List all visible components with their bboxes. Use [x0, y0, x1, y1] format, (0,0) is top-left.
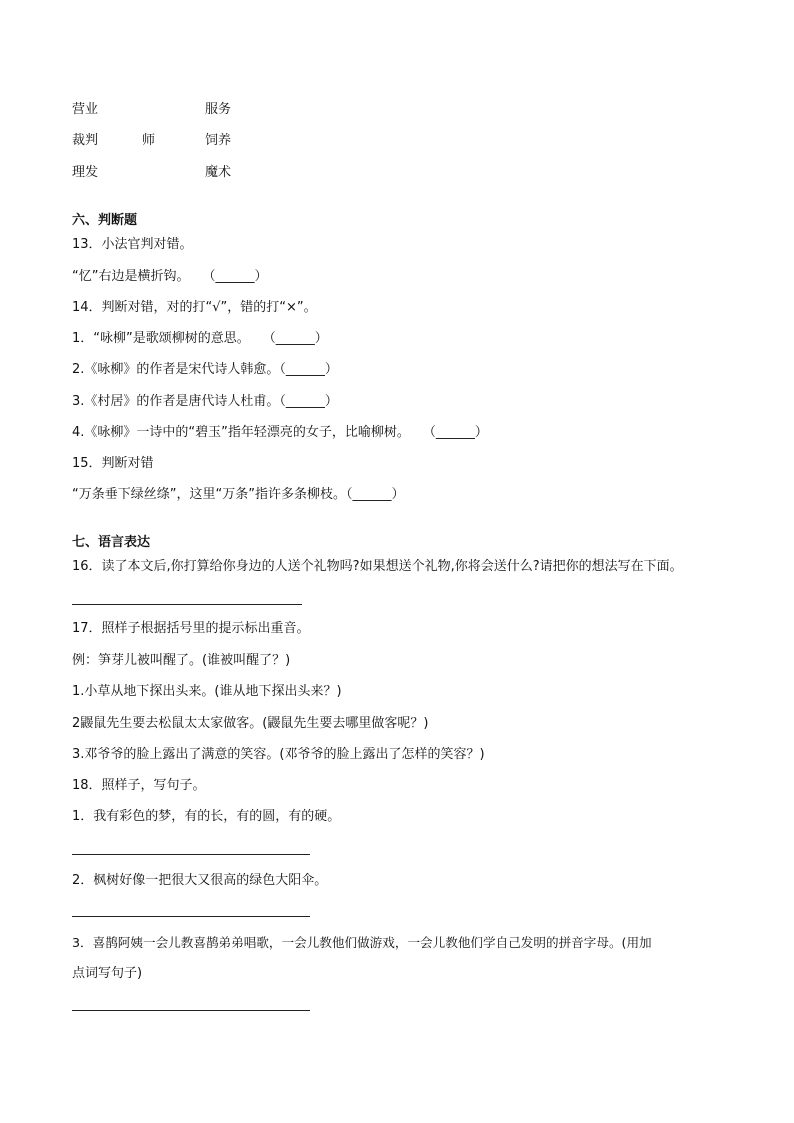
q18-item-3: 3．喜鹊阿姨一会儿教喜鹊弟弟唱歌，一会儿教他们做游戏，一会儿教他们学自己发明的拼音字母。(用加 — [72, 935, 652, 950]
q13-prompt: 13．小法官判对错。 — [72, 237, 193, 252]
q14-item-4: 4.《咏柳》一诗中的“碧玉”指年轻漂亮的女子，比喻柳树。 （______） — [72, 425, 488, 440]
section-6-heading: 六、判断题 — [72, 213, 138, 228]
section-7-heading: 七、语言表达 — [72, 535, 151, 550]
q17-item-3: 3.邓爷爷的脸上露出了满意的笑容。(邓爷爷的脸上露出了怎样的笑容？) — [72, 747, 485, 762]
q15-item: “万条垂下绿丝绦”，这里“万条”指许多条柳枝。（______） — [72, 487, 405, 502]
q14-item-3: 3.《村居》的作者是唐代诗人杜甫。（______） — [72, 394, 338, 409]
match-left-2: 裁判 — [72, 133, 99, 148]
q16-answer-line[interactable] — [72, 604, 302, 605]
q14-item-1: 1．“咏柳”是歌颂柳树的意思。 （______） — [72, 331, 328, 346]
q17-item-1: 1.小草从地下探出头来。(谁从地下探出头来？) — [72, 684, 342, 699]
match-left-1: 营业 — [72, 102, 99, 117]
match-left-3: 理发 — [72, 165, 99, 180]
q18-item-2: 2．枫树好像一把很大又很高的绿色大阳伞。 — [72, 873, 328, 888]
q17-prompt: 17．照样子根据括号里的提示标出重音。 — [72, 621, 310, 636]
q17-item-2: 2鼹鼠先生要去松鼠太太家做客。(鼹鼠先生要去哪里做客呢？) — [72, 716, 429, 731]
match-right-2: 饲养 — [205, 133, 232, 148]
q15-prompt: 15．判断对错 — [72, 456, 154, 471]
q18-prompt: 18．照样子，写句子。 — [72, 778, 206, 793]
match-right-1: 服务 — [205, 102, 232, 117]
q17-example: 例：笋芽儿被叫醒了。(谁被叫醒了？) — [72, 653, 291, 668]
q18-answer-line-3[interactable] — [72, 1010, 310, 1011]
q18-answer-line-2[interactable] — [72, 916, 310, 917]
q13-item: “忆”右边是横折钩。 （______） — [72, 269, 268, 284]
match-middle-2: 师 — [142, 133, 156, 148]
q18-item-3-continued: 点词写句子) — [72, 966, 143, 981]
match-right-3: 魔术 — [205, 165, 232, 180]
q18-answer-line-1[interactable] — [72, 854, 310, 855]
q14-item-2: 2.《咏柳》的作者是宋代诗人韩愈。（______） — [72, 362, 338, 377]
q14-prompt: 14．判断对错，对的打“√”，错的打“×”。 — [72, 300, 317, 315]
q18-item-1: 1．我有彩色的梦，有的长，有的圆，有的硬。 — [72, 809, 341, 824]
q16-prompt: 16．读了本文后,你打算给你身边的人送个礼物吗?如果想送个礼物,你将会送什么?请把你的想法写在下面。 — [72, 559, 683, 574]
